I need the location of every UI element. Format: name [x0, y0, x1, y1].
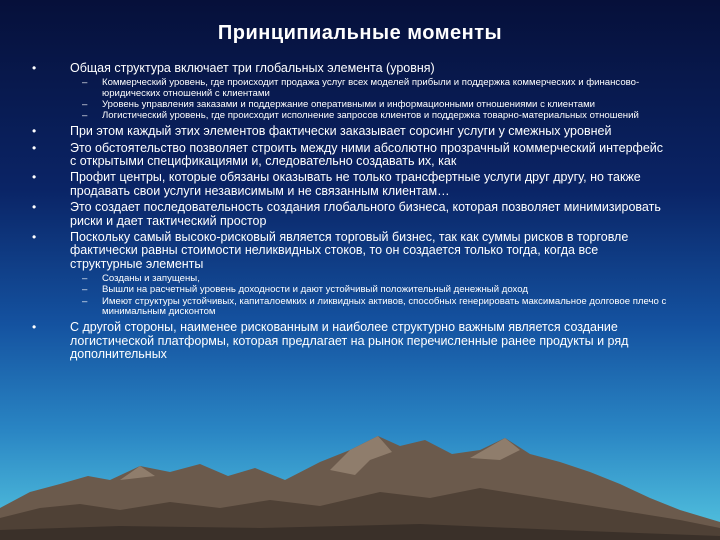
sub-bullet-item	[32, 274, 672, 284]
dash-icon: –	[82, 273, 88, 285]
sub-bullet-item	[32, 78, 672, 98]
dash-icon: –	[82, 110, 88, 122]
bullet-list	[32, 62, 672, 364]
sub-bullet-text: Коммерческий уровень, где происходит продажа услуг всех моделей прибыли и поддержка коммерческих и финансово-юридических отношений с клиентами	[102, 77, 640, 99]
sub-bullet-text: Уровень управления заказами и поддержание оперативными и информационными отношениями с клиентами	[102, 98, 596, 110]
dash-icon: –	[82, 77, 88, 89]
dash-icon: –	[82, 295, 88, 307]
sub-bullet-item	[32, 285, 672, 295]
bullet-text: С другой стороны, наименее рискованным и наиболее структурно важным является создание логистической платформы, которая предлагает на рынок перечисленные ранее продукты и ряд дополнительных	[70, 320, 629, 361]
bullet-item	[32, 201, 672, 228]
bullet-icon: •	[32, 200, 37, 215]
bullet-text: Общая структура включает три глобальных элемента (уровня)	[70, 61, 435, 75]
bullet-item	[32, 231, 672, 271]
bullet-item	[32, 125, 672, 138]
bullet-text: Это обстоятельство позволяет строить между ними абсолютно прозрачный коммерческий интерфейс с открытыми спецификациями и, следовательно создавать их, как	[70, 140, 663, 169]
sub-bullet-item	[32, 100, 672, 110]
bullet-icon: •	[32, 230, 37, 245]
bullet-item	[32, 142, 672, 169]
mountain-range-illustration	[0, 380, 720, 540]
bullet-text: Это создает последовательность создания глобального бизнеса, которая позволяет минимизировать риски и дает тактический простор	[70, 200, 661, 228]
slide-title: Принципиальные моменты	[217, 22, 503, 44]
bullet-icon: •	[32, 140, 37, 155]
sub-bullet-item	[32, 111, 672, 121]
bullet-item	[32, 62, 672, 75]
dash-icon: –	[82, 284, 88, 296]
bullet-text: Профит центры, которые обязаны оказывать не только трансфертные услуги друг другу, но также продавать свои услуги независимым и не связанным клиентам…	[70, 170, 641, 198]
bullet-icon: •	[32, 320, 37, 335]
bullet-icon: •	[32, 170, 37, 185]
bullet-icon: •	[32, 124, 37, 139]
bullet-icon: •	[32, 61, 37, 75]
dash-icon: –	[82, 98, 88, 110]
bullet-item	[32, 321, 672, 361]
sub-bullet-text: Логистический уровень, где происходит исполнение запросов клиентов и поддержка товарно-материальных отношений	[102, 110, 639, 122]
bullet-text: При этом каждый этих элементов фактически заказывает сорсинг услуги у смежных уровней	[70, 124, 612, 139]
bullet-text: Поскольку самый высоко-рисковый является торговый бизнес, так как суммы рисков в торговле фактически равны стоимости неликвидных стоков, то он создается только тогда, когда все структурные элементы	[70, 230, 629, 271]
sub-bullet-text: Имеют структуры устойчивых, капиталоемких и ликвидных активов, способных генерировать максимальное долговое плечо с минимальным дисконтом	[102, 295, 667, 317]
bullet-item	[32, 171, 672, 198]
sub-bullet-item	[32, 297, 672, 317]
sub-bullet-text: Вышли на расчетный уровень доходности и дают устойчивый положительный денежный доход	[102, 284, 528, 296]
sub-bullet-text: Созданы и запущены,	[102, 273, 200, 285]
